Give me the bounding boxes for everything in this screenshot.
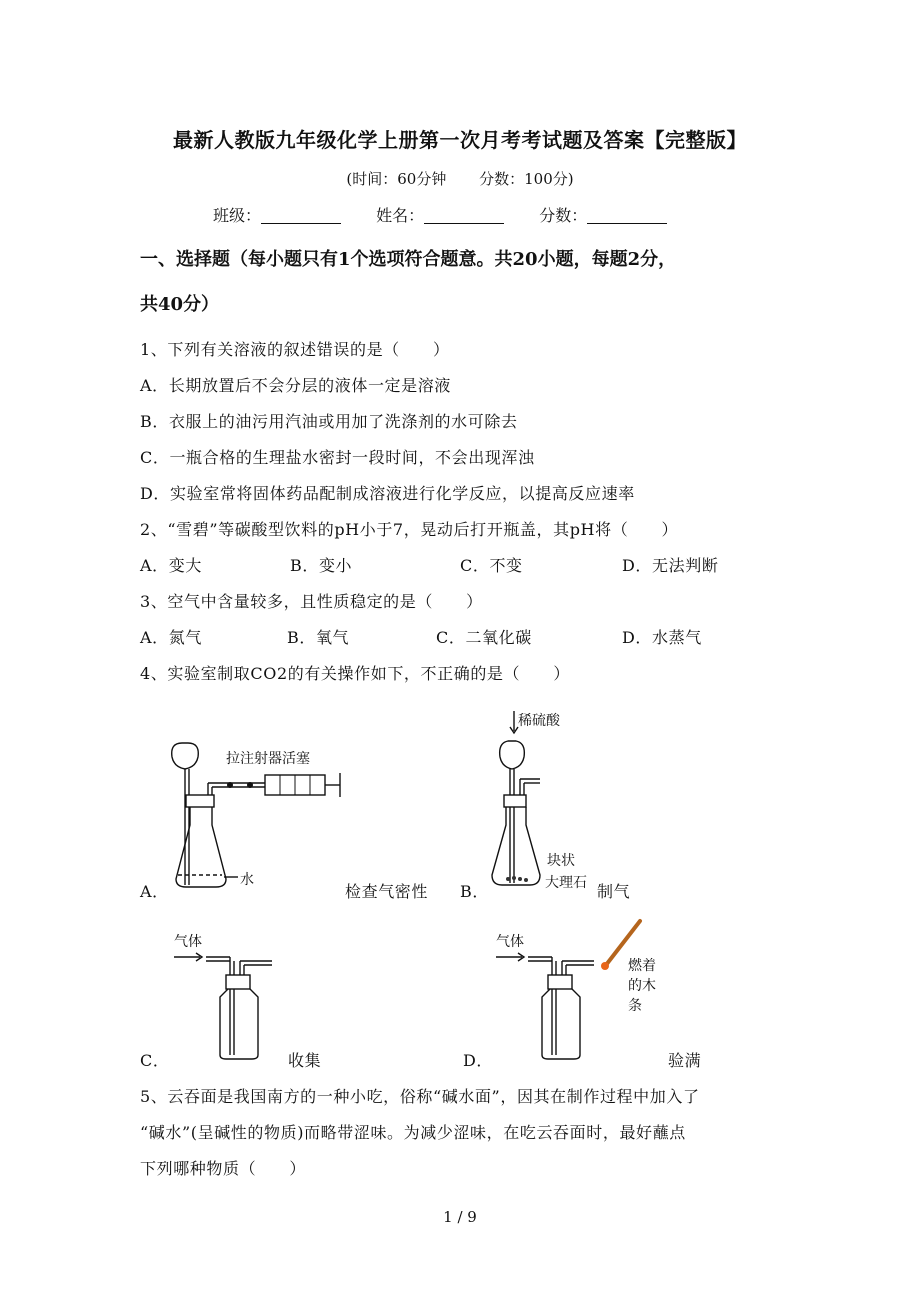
figure-c-collection (172, 935, 282, 1060)
q1-option-a: A．长期放置后不会分层的液体一定是溶液 (140, 376, 451, 395)
q3-stem: 3、空气中含量较多，且性质稳定的是（ ） (140, 592, 483, 611)
page-number: 1 / 9 (443, 1208, 477, 1226)
q4-option-b-caption: 制气 (597, 882, 631, 901)
q4-option-b-letter: B． (460, 882, 489, 901)
q4-stem: 4、实验室制取CO2的有关操作如下，不正确的是（ ） (140, 664, 570, 683)
time-limit: (时间：60分钟 (346, 170, 447, 188)
student-info (213, 203, 697, 226)
name-blank (424, 207, 504, 224)
figure-b-solid-label-2: 大理石 (545, 875, 587, 891)
exam-meta (0, 168, 920, 189)
q4-option-a-caption: 检查气密性 (345, 882, 429, 901)
q4-option-c-letter: C． (140, 1051, 170, 1070)
q1-option-b: B．衣服上的油污用汽油或用加了洗涤剂的水可除去 (140, 412, 518, 431)
figure-d-stick-label-3: 条 (628, 998, 642, 1014)
score-blank (587, 207, 667, 224)
class-label: 班级： (213, 206, 262, 225)
score-label: 分数： (539, 206, 588, 225)
q4-option-a-letter: A． (140, 882, 169, 901)
section-heading-line1: 一、选择题（每小题只有1个选项符合题意。共20小题，每题2分， (140, 249, 677, 270)
total-score: 分数：100分) (479, 170, 574, 188)
q2-option-c: C．不变 (460, 556, 523, 575)
q4-option-d-caption: 验满 (668, 1051, 702, 1070)
figure-c-gas-label: 气体 (174, 934, 202, 950)
name-label: 姓名： (376, 206, 425, 225)
q1-stem: 1、下列有关溶液的叙述错误的是（ ） (140, 340, 450, 359)
section-heading-line2: 共40分） (140, 294, 220, 315)
figure-d-gas-label: 气体 (496, 934, 524, 950)
figure-d-stick-label-2: 的木 (628, 978, 656, 994)
q3-option-d: D．水蒸气 (622, 628, 702, 647)
q4-option-d-letter: D． (463, 1051, 494, 1070)
q1-option-c: C．一瓶合格的生理盐水密封一段时间，不会出现浑浊 (140, 448, 535, 467)
q2-option-a: A．变大 (140, 556, 202, 575)
figure-d-stick-label-1: 燃着 (628, 958, 656, 974)
q5-line1: 5、云吞面是我国南方的一种小吃，俗称“碱水面”，因其在制作过程中加入了 (140, 1087, 700, 1106)
figure-b-solid-label-1: 块状 (547, 853, 575, 869)
q2-stem: 2、“雪碧”等碳酸型饮料的pH小于7，晃动后打开瓶盖，其pH将（ ） (140, 520, 679, 539)
q3-option-a: A．氮气 (140, 628, 202, 647)
q2-option-d: D．无法判断 (622, 556, 719, 575)
q5-line3: 下列哪种物质（ ） (140, 1159, 307, 1178)
figure-b-acid-label: 稀硫酸 (518, 713, 560, 729)
class-blank (261, 207, 341, 224)
q2-option-b: B．变小 (290, 556, 353, 575)
figure-a-syringe-label: 拉注射器活塞 (226, 751, 310, 767)
document-title: 最新人教版九年级化学上册第一次月考考试题及答案【完整版】 (173, 128, 747, 152)
q5-line2: “碱水”(呈碱性的物质)而略带涩味。为减少涩味，在吃云吞面时，最好蘸点 (140, 1123, 686, 1142)
figure-b-generation (488, 705, 598, 895)
q3-option-c: C．二氧化碳 (436, 628, 532, 647)
q4-option-c-caption: 收集 (288, 1051, 322, 1070)
q3-option-b: B．氧气 (287, 628, 350, 647)
figure-a-water-label: 水 (240, 872, 254, 888)
q1-option-d: D．实验室常将固体药品配制成溶液进行化学反应，以提高反应速率 (140, 484, 635, 503)
